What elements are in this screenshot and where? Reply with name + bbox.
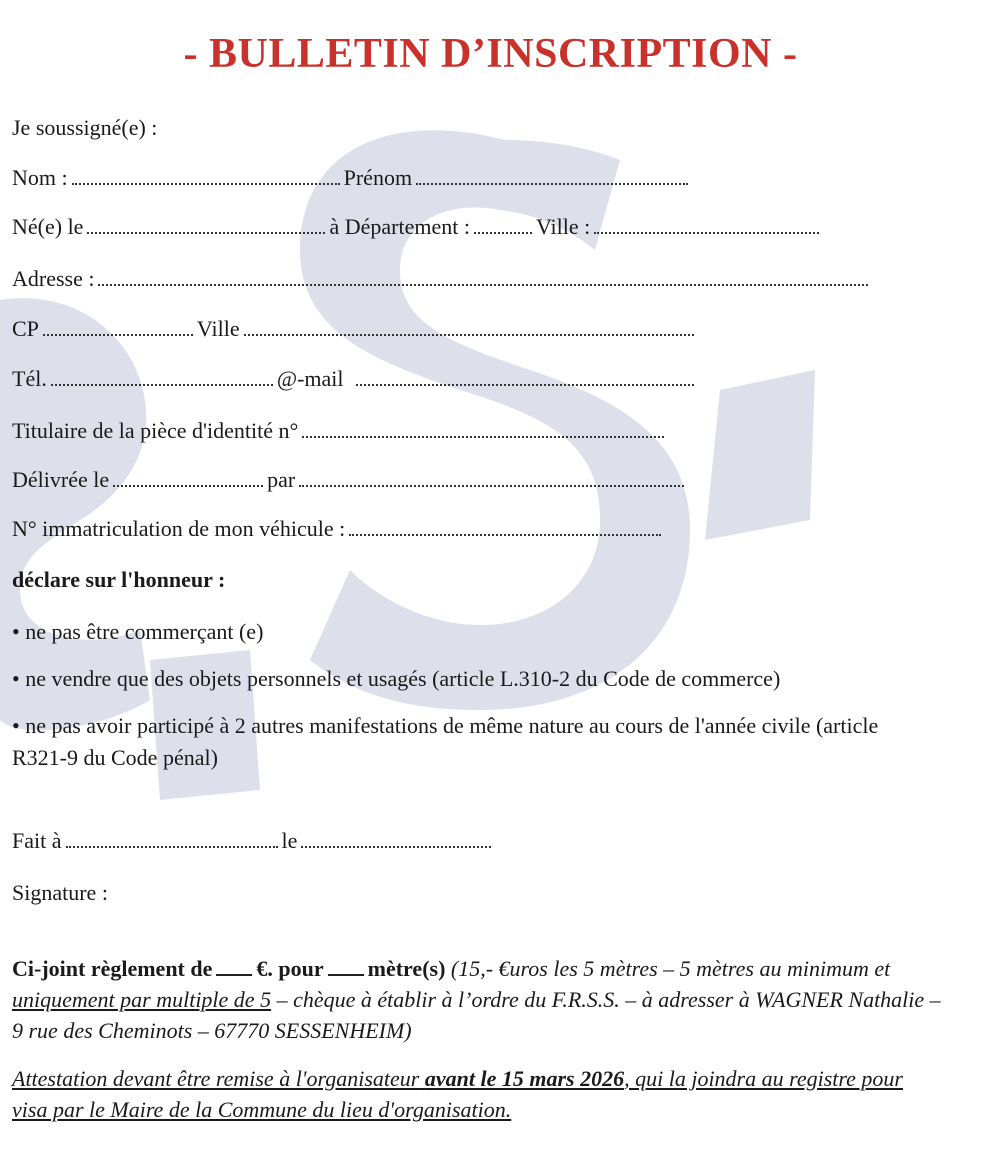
prenom-field[interactable] bbox=[416, 165, 688, 185]
cp-ville-row bbox=[12, 316, 698, 342]
delivree-row bbox=[12, 467, 688, 493]
declaration-item bbox=[12, 710, 932, 774]
declaration-item-text: ne pas avoir participé à 2 autres manifestations de même nature au cours de l'année civile (article R321-9 du Code pénal) bbox=[12, 713, 879, 770]
declaration-item-text: ne vendre que des objets personnels et usagés (article L.310-2 du Code de commerce) bbox=[25, 666, 781, 691]
delivree-le-label: Délivrée le bbox=[12, 467, 110, 492]
payment-paragraph bbox=[12, 953, 957, 1046]
declaration-item bbox=[12, 663, 952, 695]
ville-label: Ville bbox=[196, 316, 240, 341]
adresse-row bbox=[12, 266, 872, 292]
immatriculation-field[interactable] bbox=[349, 516, 661, 536]
cp-label: CP bbox=[12, 316, 39, 341]
tel-label: Tél. bbox=[12, 366, 47, 391]
fait-a-field[interactable] bbox=[66, 828, 278, 848]
delivree-le-field[interactable] bbox=[113, 467, 263, 487]
email-field[interactable] bbox=[356, 366, 694, 386]
signature-label: Signature : bbox=[12, 880, 108, 905]
adresse-field[interactable] bbox=[98, 266, 868, 286]
payment-details-underlined: uniquement par multiple de 5 bbox=[12, 987, 272, 1012]
immatriculation-row bbox=[12, 516, 665, 542]
fait-a-row bbox=[12, 828, 495, 854]
le-label: le bbox=[281, 828, 298, 853]
nom-prenom-row bbox=[12, 165, 692, 191]
cp-field[interactable] bbox=[43, 316, 193, 336]
fait-a-label: Fait à bbox=[12, 828, 62, 853]
nom-field[interactable] bbox=[72, 165, 340, 185]
payment-text-1: Ci-joint règlement de bbox=[12, 956, 213, 981]
attestation-text-1: Attestation devant être remise à l'organisateur bbox=[12, 1066, 420, 1091]
amount-blank[interactable] bbox=[216, 974, 252, 976]
email-label: @-mail bbox=[276, 366, 344, 391]
payment-details-2: – chèque à établir à l’ordre du F.R.S.S. – à adresser à WAGNER Nathalie – 9 rue des Cheminots – 67770 SESSENHEIM) bbox=[12, 987, 941, 1043]
immatriculation-label: N° immatriculation de mon véhicule : bbox=[12, 516, 346, 541]
bullet-icon: • bbox=[12, 713, 20, 738]
piece-identite-label: Titulaire de la pièce d'identité n° bbox=[12, 418, 299, 443]
piece-identite-field[interactable] bbox=[302, 418, 664, 438]
tel-email-row bbox=[12, 366, 698, 392]
prenom-label: Prénom bbox=[343, 165, 413, 190]
soussigne-label bbox=[12, 115, 157, 141]
attestation-paragraph bbox=[12, 1063, 932, 1125]
tel-field[interactable] bbox=[51, 366, 273, 386]
adresse-label: Adresse : bbox=[12, 266, 95, 291]
ne-le-field[interactable] bbox=[87, 214, 325, 234]
payment-details-1: (15,- €uros les 5 mètres – 5 mètres au minimum et bbox=[450, 956, 891, 981]
bullet-icon: • bbox=[12, 619, 20, 644]
declaration-heading: déclare sur l'honneur : bbox=[12, 567, 226, 592]
attestation-text-2: , qui la joindra au registre pour visa par le Maire de la Commune du lieu d'organisation. bbox=[12, 1066, 903, 1122]
payment-text-2: €. pour bbox=[256, 956, 324, 981]
le-field[interactable] bbox=[301, 828, 491, 848]
par-label: par bbox=[267, 467, 296, 492]
departement-label: à Département : bbox=[329, 214, 470, 239]
payment-text-3: mètre(s) bbox=[367, 956, 446, 981]
attestation-deadline: avant le 15 mars 2026 bbox=[424, 1066, 625, 1091]
departement-field[interactable] bbox=[474, 214, 532, 234]
ville-naissance-label: Ville : bbox=[535, 214, 591, 239]
piece-identite-row bbox=[12, 418, 668, 444]
meters-blank[interactable] bbox=[328, 974, 364, 976]
par-field[interactable] bbox=[299, 467, 684, 487]
page-title: - BULLETIN D’INSCRIPTION - bbox=[183, 31, 798, 77]
nom-label: Nom : bbox=[12, 165, 68, 190]
bullet-icon: • bbox=[12, 666, 20, 691]
declaration-item-text: ne pas être commerçant (e) bbox=[25, 619, 264, 644]
signature-row bbox=[12, 880, 108, 906]
soussigne-text: Je soussigné(e) : bbox=[12, 115, 158, 140]
naissance-row bbox=[12, 214, 823, 240]
ville-naissance-field[interactable] bbox=[594, 214, 819, 234]
ville-field[interactable] bbox=[244, 316, 694, 336]
declaration-item bbox=[12, 616, 952, 648]
ne-le-label: Né(e) le bbox=[12, 214, 84, 239]
